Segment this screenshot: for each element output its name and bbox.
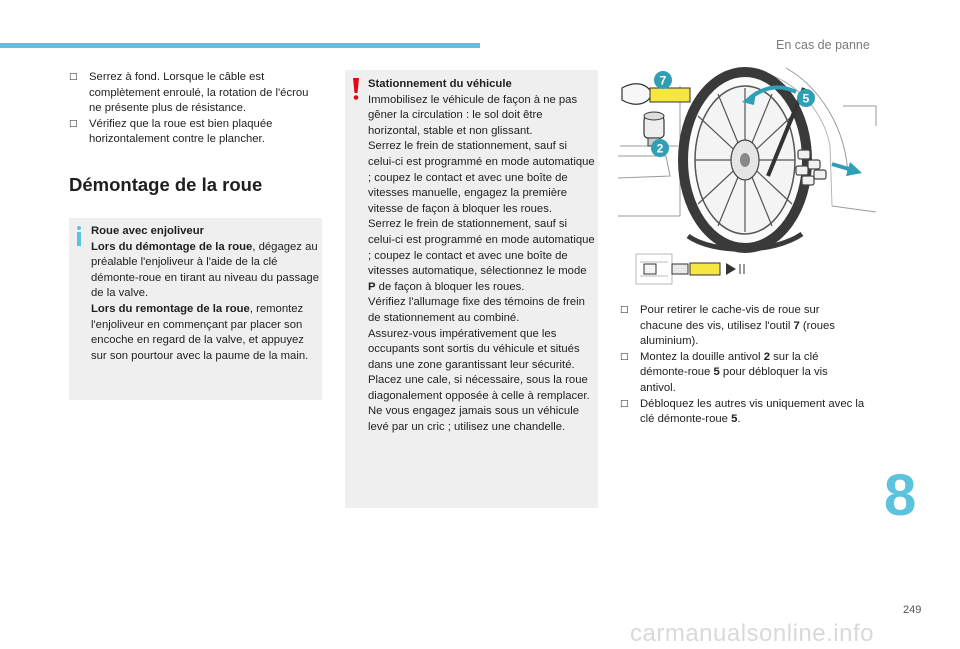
page-number: 249 (903, 604, 922, 616)
callout-5 (797, 89, 815, 107)
callout-7 (654, 71, 672, 89)
bullet-icon: □ (69, 118, 78, 129)
bullet-icon: □ (620, 398, 629, 409)
callout-2 (651, 139, 669, 157)
bullet-icon: □ (69, 72, 78, 82)
info-icon (75, 226, 83, 246)
list-item: □ Pour retirer le cache-vis de roue sur chacune des vis, utilisez l'outil 7 (roues aluminium). (620, 304, 835, 348)
list-item: □ Serrez à fond. Lorsque le câble est complètement enroulé, la rotation de l'écrou ne présente plus de résistance. (69, 71, 309, 115)
svg-text:2: 2 (656, 141, 664, 156)
tool-detail-icon (636, 254, 744, 284)
svg-text:7: 7 (659, 73, 667, 88)
warning-icon (352, 78, 360, 100)
watermark: carmanualsonline.info (630, 620, 874, 647)
info-box-title: Roue avec enjoliveur (91, 225, 205, 237)
info-box (69, 218, 322, 400)
bullet-icon: □ (620, 351, 629, 362)
svg-text:5: 5 (802, 91, 810, 106)
warning-box (345, 70, 598, 508)
list-item: □ Montez la douille antivol 2 sur la clé démonte-roue 5 pour débloquer la vis antivol. (620, 350, 828, 394)
section-heading: Démontage de la roue (69, 174, 263, 195)
header-accent-bar (0, 43, 480, 48)
bullet-icon: □ (620, 305, 629, 315)
list-item: □ Débloquez les autres vis uniquement avec la clé démonte-roue 5. (620, 397, 865, 426)
warning-box-content: Stationnement du véhicule Immobilisez le véhicule de façon à ne pas gêner la circulation : le sol doit être horizontal, stable et non glissant. Serrez le frein de stationnement, sauf si celui-ci est programmé en mode automatique ; coupez le contact et avec une boîte de vitesses manuelle, engagez la première vitesse de façon à bloquer les roues. Serrez le frein de stationnement, sauf si celui-ci est programmé en mode automatique ; coupez le contact et avec une boîte de vitesses automatique, sélectionnez le mode P de façon à bloquer les roues. Vérifiez l'allumage fixe des témoins de frein de stationnement au combiné. Assurez-vous impérativement que les occupants sont sortis du véhicule et situés dans une zone garantissant leur sécurité. Placez une cale, si nécessaire, sous la roue diagonalement opposée à celle à remplacer. Ne vous engagez jamais sous un véhicule levé par un cric ; utilisez une chandelle. (368, 78, 595, 434)
intro-bullets (69, 70, 324, 148)
procedure-steps (620, 303, 865, 428)
section-title: En cas de panne (776, 38, 870, 52)
warning-box-title: Stationnement du véhicule (368, 78, 512, 90)
wheel-icon (683, 72, 807, 249)
chapter-number: 8 (884, 463, 917, 528)
info-box-content: Roue avec enjoliveur Lors du démontage de la roue, dégagez au préalable l'enjoliveur à l'aide de la clé démonte-roue en tirant au niveau du passage de la valve. Lors du remontage de la roue, remontez l'enjoliveur en commençant par placer son encoche en regard de la valve, et appuyez sur son pourtour avec la paume de la main. (91, 225, 319, 362)
list-item: □ Vérifiez que la roue est bien plaquée horizontalement contre le plancher. (69, 117, 273, 146)
